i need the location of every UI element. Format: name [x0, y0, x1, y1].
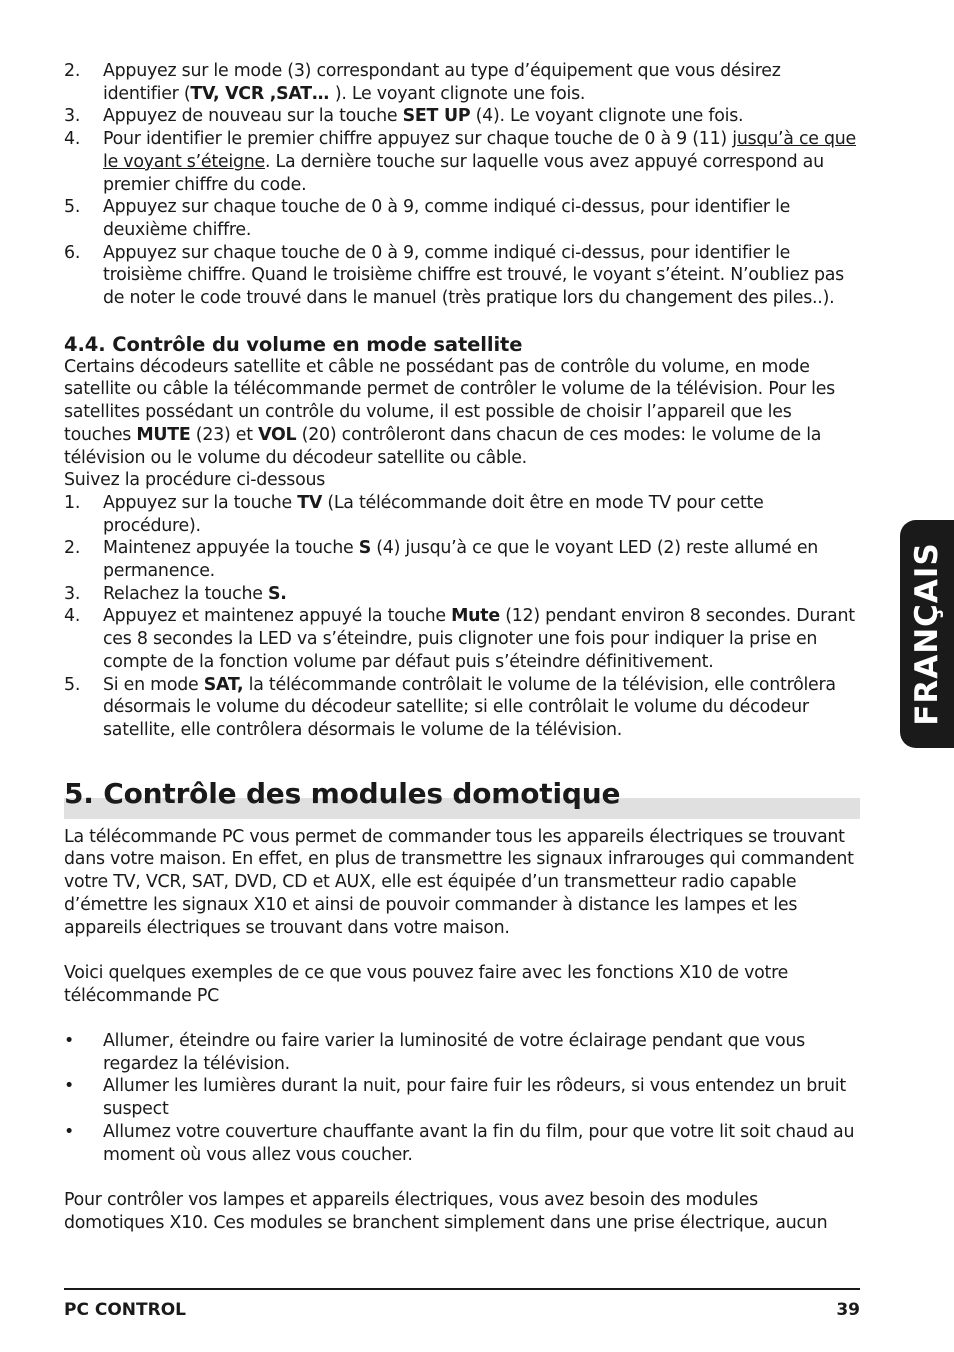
section-5-paragraph-2: Voici quelques exemples de ce que vous pouvez faire avec les fonctions X10 de votre télécommande PC [64, 962, 789, 1006]
list-item [64, 1075, 860, 1120]
procedure-label: Suivez la procédure ci-dessous [64, 470, 326, 491]
step-text [103, 242, 860, 310]
list-item [64, 492, 860, 537]
text-run: Maintenez appuyée la touche [103, 538, 359, 559]
text-run: Appuyez et maintenez appuyé la touche [103, 606, 452, 627]
list-item [64, 60, 860, 105]
step-number: 2. [64, 61, 81, 81]
text-run: la télécommande contrôlait le volume de la télévision, elle contrôlera désormais le volume du décodeur satellite; si elle contrôlait le volume du décodeur satellite, elle contrôlera désormais le volume de la télévision. [103, 674, 836, 740]
step-number: 2. [64, 538, 81, 559]
bold-keyword: TV [297, 492, 323, 513]
bullet-icon: • [64, 1121, 75, 1142]
step-number: 4. [64, 129, 81, 150]
page-footer [64, 1288, 860, 1320]
footer-title: PC CONTROL [64, 1300, 186, 1320]
text-run: (La télécommande doit être en mode TV pour cette procédure). [103, 492, 764, 536]
text-run: (12) pendant environ 8 secondes. Durant ces 8 secondes la LED va s’éteindre, puis clignoter une fois pour indiquer la prise en compte de la fonction volume par défaut puis s’éteindre définitivement. [103, 606, 855, 672]
step-number: 5. [64, 674, 81, 695]
text-run: Certains décodeurs satellite et câble ne possédant pas de contrôle du volume, en mode satellite ou câble la télécommande permet de contrôler le volume de la télévision. Pour les satellites possédant un contrôle du volume, il est possible de choisir l’appareil que les touches [64, 356, 835, 445]
list-item [64, 196, 860, 241]
text-run: Appuyez sur le mode (3) correspondant au type d’équipement que vous désirez identifier ( [103, 61, 781, 104]
underlined-text: jusqu’à ce que le voyant s’éteigne [103, 129, 856, 172]
examples-bullet-list [64, 1030, 860, 1166]
step-text [103, 492, 860, 537]
step-number: 6. [64, 242, 81, 263]
step-text [103, 605, 860, 673]
step-number: 4. [64, 606, 81, 627]
text-run: Appuyez sur chaque touche de 0 à 9, comme indiqué ci-dessus, pour identifier le deuxième chiffre. [103, 197, 791, 240]
text-run: Appuyez sur la touche [103, 492, 298, 513]
list-item [64, 1121, 860, 1166]
step-number: 3. [64, 583, 81, 604]
text-run: (4). Le voyant clignote une fois. [470, 106, 744, 127]
list-item [64, 674, 860, 742]
bullet-icon: • [64, 1030, 75, 1051]
text-run: Si en mode [103, 674, 204, 695]
list-item [64, 605, 860, 673]
bold-keyword: S. [268, 583, 287, 604]
bullet-text: Allumez votre couverture chauffante avant la fin du film, pour que votre lit soit chaud au moment où vous allez vous coucher. [103, 1121, 855, 1165]
step-number: 3. [64, 106, 81, 127]
step-text [103, 674, 860, 742]
section-5-heading-block [64, 776, 860, 816]
language-tab-label: FRANÇAIS [909, 542, 945, 726]
text-run: ). Le voyant clignote une fois. [334, 83, 586, 104]
text-run: (20) contrôleront dans chacun de ces modes: le volume de la télévision ou le volume du décodeur satellite ou câble. [64, 424, 822, 468]
list-item [64, 128, 860, 196]
step-text [103, 196, 860, 241]
section-4-4-intro [64, 356, 860, 470]
setup-steps-list [64, 60, 860, 310]
section-5-paragraph-1: La télécommande PC vous permet de commander tous les appareils électriques se trouvant dans votre maison. En effet, en plus de transmettre les signaux infrarouges qui commandent votre TV, VCR, SAT, DVD, CD et AUX, elle est équipée d’un transmetteur radio capable d’émettre les signaux X10 et ainsi de pouvoir commander à distance les lampes et les appareils électriques se trouvant dans votre maison. [64, 826, 854, 938]
list-item [64, 1030, 860, 1075]
text-run: (23) et [190, 424, 259, 445]
bold-keyword: SAT, [203, 674, 244, 695]
section-5-paragraph-3: Pour contrôler vos lampes et appareils électriques, vous avez besoin des modules domotiques X10. Ces modules se branchent simplement dans une prise électrique, aucun [64, 1189, 828, 1233]
section-5-heading: 5. Contrôle des modules domotique [64, 776, 621, 810]
step-text [103, 537, 860, 582]
section-4-4-heading: 4.4. Contrôle du volume en mode satellite [64, 332, 523, 356]
text-run: Appuyez de nouveau sur la touche [103, 106, 403, 127]
text-run: Pour identifier le premier chiffre appuyez sur chaque touche de 0 à 9 (11) [103, 129, 733, 150]
step-number: 1. [64, 492, 81, 513]
page-number: 39 [836, 1300, 860, 1320]
bold-keyword: SET UP [402, 106, 471, 127]
list-item [64, 105, 860, 128]
list-item [64, 537, 860, 582]
bullet-icon: • [64, 1076, 75, 1097]
text-run: . La dernière touche sur laquelle vous avez appuyé correspond au premier chiffre du code. [103, 151, 824, 195]
bullet-text: Allumer les lumières durant la nuit, pour faire fuir les rôdeurs, si vous entendez un bruit suspect [103, 1076, 846, 1120]
list-item [64, 242, 860, 310]
step-text [103, 60, 860, 105]
text-run: Relachez la touche [103, 583, 268, 604]
step-text [103, 105, 860, 128]
text-run: (4) jusqu’à ce que le voyant LED (2) reste allumé en permanence. [103, 538, 819, 582]
bold-keyword: Mute [451, 606, 500, 627]
bold-keyword: TV, VCR ,SAT… [190, 83, 335, 104]
volume-steps-list [64, 492, 860, 742]
bullet-text: Allumer, éteindre ou faire varier la luminosité de votre éclairage pendant que vous regardez la télévision. [103, 1030, 805, 1074]
step-text [103, 583, 860, 606]
bold-keyword: S [358, 538, 371, 559]
language-side-tab [900, 520, 954, 748]
page-content [64, 60, 860, 1234]
bold-keyword: MUTE [136, 424, 191, 445]
step-text [103, 128, 860, 196]
bold-keyword: VOL [258, 424, 297, 445]
list-item [64, 583, 860, 606]
step-number: 5. [64, 197, 81, 218]
text-run: Appuyez sur chaque touche de 0 à 9, comme indiqué ci-dessus, pour identifier le troisième chiffre. Quand le troisième chiffre est trouvé, le voyant s’éteint. N’oubliez pas de noter le code trouvé dans le manuel (très pratique lors du changement des piles..). [103, 242, 844, 309]
